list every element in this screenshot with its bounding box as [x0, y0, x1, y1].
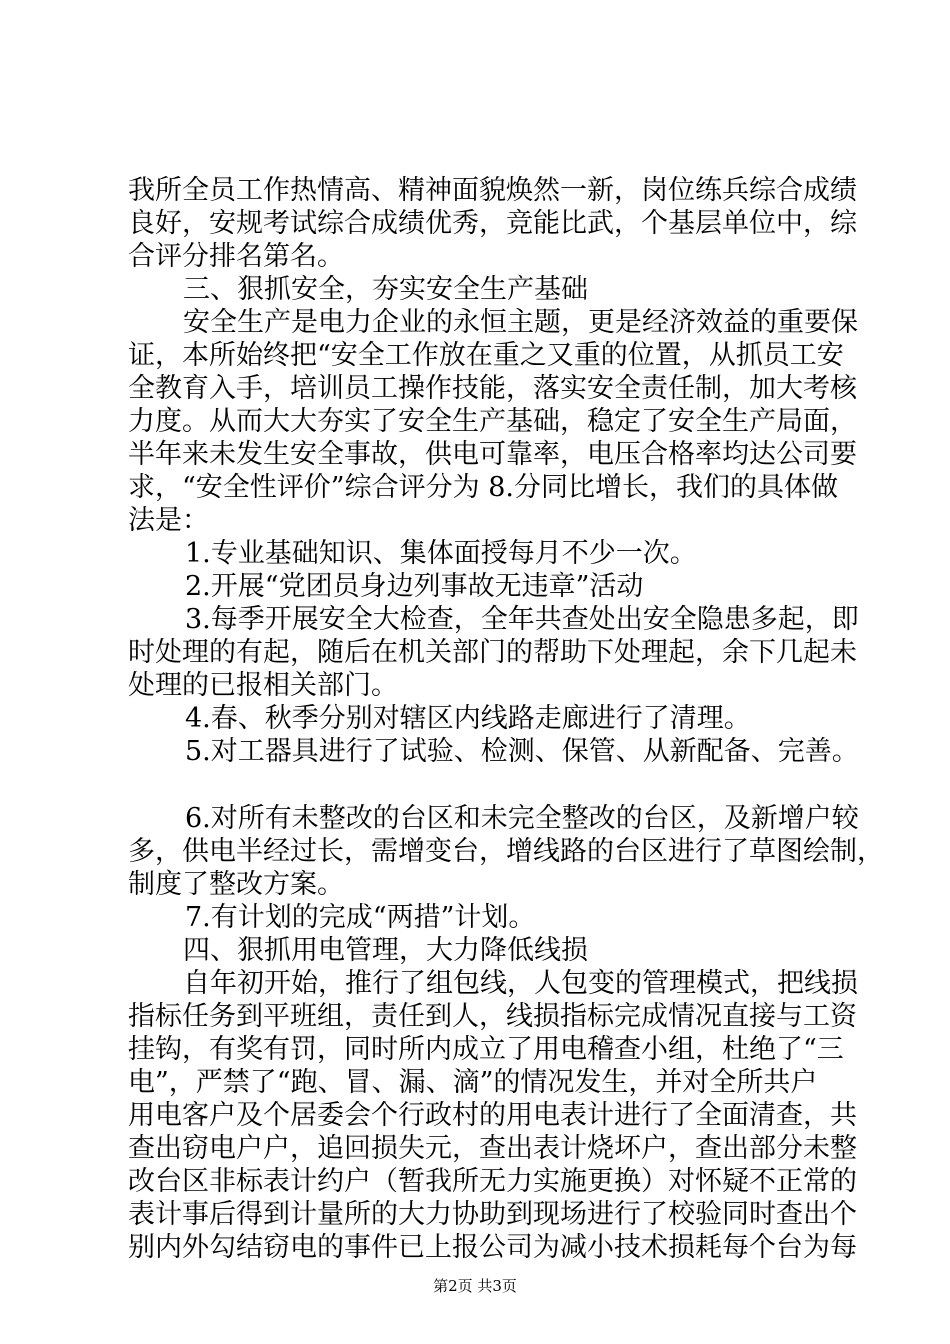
paragraph-line: 改台区非标表计约户（暂我所无力实施更换）对怀疑不正常的 [128, 1166, 857, 1197]
list-item: 5.对工器具进行了试验、检测、保管、从新配备、完善。 [185, 736, 859, 767]
paragraph-line: 处理的已报相关部门。 [128, 670, 398, 701]
list-item: 1.专业基础知识、集体面授每月不少一次。 [185, 538, 697, 569]
paragraph-line: 查出窃电户户，追回损失元，查出表计烧坏户，查出部分未整 [128, 1133, 857, 1164]
paragraph-line: 表计事后得到计量所的大力协助到现场进行了校验同时查出个 [128, 1199, 857, 1230]
document-body [128, 174, 884, 1264]
paragraph-line: 电”，严禁了“跑、冒、漏、滴”的情况发生，并对全所共户 [128, 1067, 818, 1098]
paragraph-line: 多，供电半经过长，需增变台，增线路的台区进行了草图绘制， [128, 836, 884, 867]
paragraph-line: 制度了整改方案。 [128, 869, 344, 900]
paragraph-line: 力度。从而大大夯实了安全生产基础，稳定了安全生产局面， [128, 406, 857, 437]
list-item: 4.春、秋季分别对辖区内线路走廊进行了清理。 [185, 703, 751, 734]
paragraph-line: 半年来未发生安全事故，供电可靠率，电压合格率均达公司要 [128, 439, 857, 470]
paragraph-line: 全教育入手，培训员工操作技能，落实安全责任制，加大考核 [128, 373, 857, 404]
paragraph-line: 法是： [128, 505, 209, 536]
paragraph-line: 挂钩，有奖有罚，同时所内成立了用电稽查小组，杜绝了“三 [128, 1034, 844, 1065]
list-item: 7.有计划的完成“两措”计划。 [185, 902, 536, 933]
list-item: 3.每季开展安全大检查，全年共查处出安全隐患多起，即 [185, 604, 859, 635]
page-number-footer: 第2页 共3页 [433, 1277, 517, 1295]
paragraph-line: 合评分排名第名。 [128, 241, 344, 272]
list-item: 2.开展“党团员身边列事故无违章”活动 [185, 571, 644, 602]
paragraph-line: 自年初开始，推行了组包线，人包变的管理模式，把线损 [183, 968, 858, 999]
section-heading: 三、狠抓安全，夯实安全生产基础 [183, 274, 588, 305]
paragraph-line: 我所全员工作热情高、精神面貌焕然一新，岗位练兵综合成绩 [128, 175, 857, 206]
paragraph-line: 别内外勾结窃电的事件已上报公司为减小技术损耗每个台为每 [128, 1232, 857, 1263]
paragraph-line: 证，本所始终把“安全工作放在重之又重的位置，从抓员工安 [128, 340, 844, 371]
paragraph-line: 求，“安全性评价”综合评分为 8.分同比增长，我们的具体做 [128, 472, 838, 503]
section-heading: 四、狠抓用电管理，大力降低线损 [183, 935, 588, 966]
paragraph-line: 良好，安规考试综合成绩优秀，竞能比武，个基层单位中，综 [128, 208, 857, 239]
paragraph-line: 安全生产是电力企业的永恒主题，更是经济效益的重要保 [183, 307, 858, 338]
list-item: 6.对所有未整改的台区和未完全整改的台区，及新增户较 [185, 803, 859, 834]
paragraph-line: 用电客户及个居委会个行政村的用电表计进行了全面清查，共 [128, 1100, 857, 1131]
paragraph-line: 时处理的有起，随后在机关部门的帮助下处理起，余下几起未 [128, 637, 857, 668]
paragraph-line: 指标任务到平班组，责任到人，线损指标完成情况直接与工资 [128, 1001, 857, 1032]
